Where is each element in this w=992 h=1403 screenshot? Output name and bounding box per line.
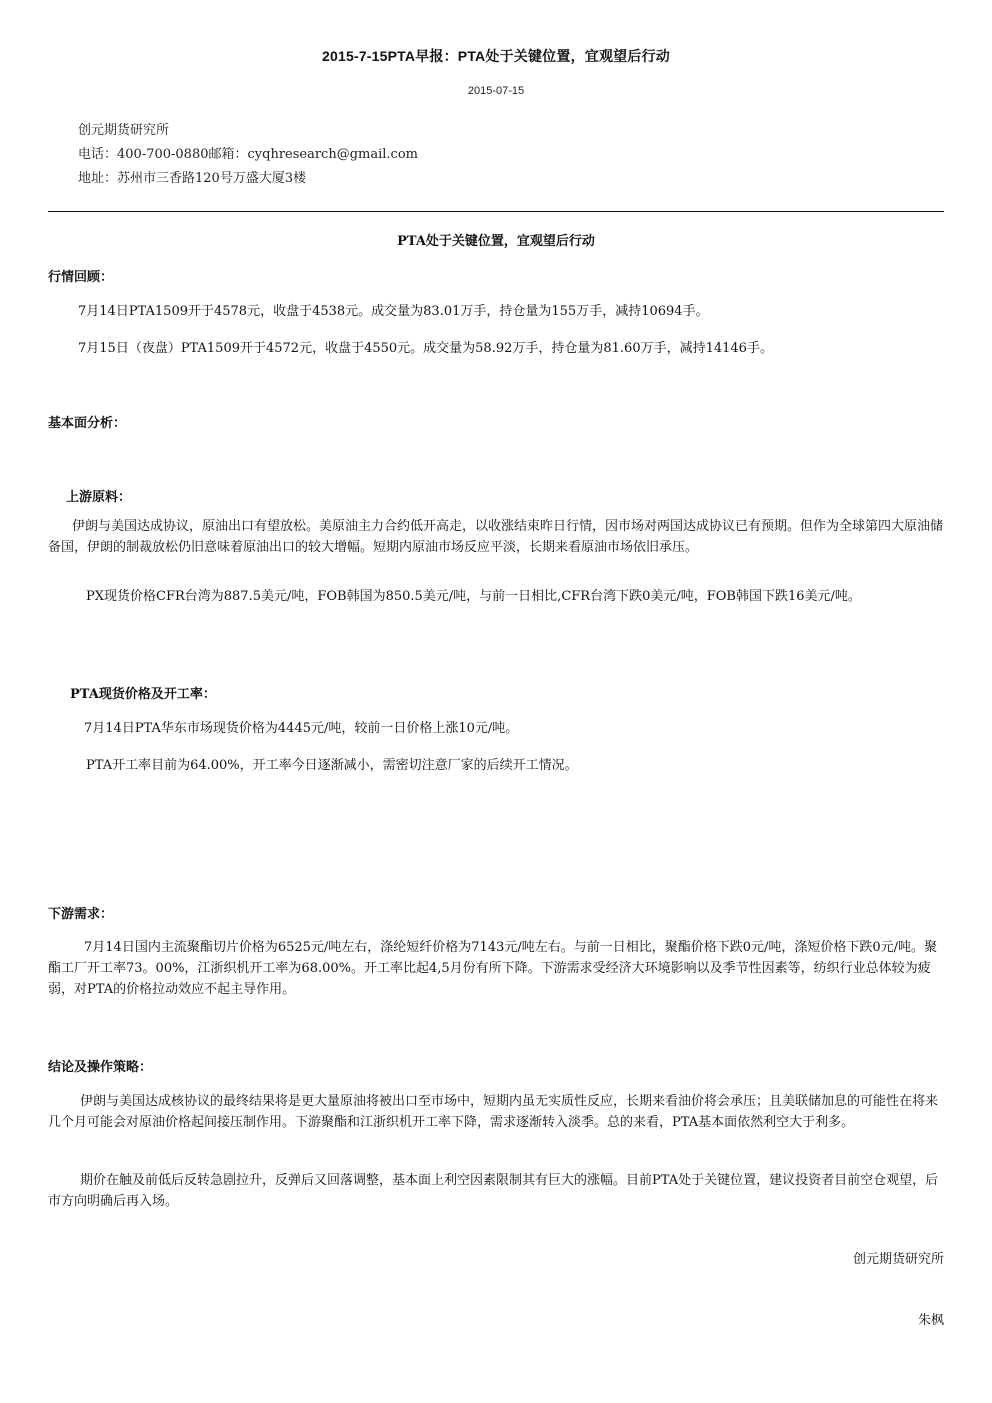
conclusion-paragraph-2: 期价在触及前低后反转急剧拉升，反弹后又回落调整，基本面上利空因素限制其有巨大的涨幅。目前PTA处于关键位置，建议投资者目前空仓观望，后市方向明确后再入场。 bbox=[48, 1173, 939, 1209]
pta-spot-paragraph-2: PTA开工率目前为64.00%，开工率今日逐渐减小，需密切注意厂家的后续开工情况。 bbox=[86, 758, 578, 773]
market-review-heading: 行情回顾： bbox=[48, 270, 114, 285]
document-title: 2015-7-15PTA早报：PTA处于关键位置，宜观望后行动 bbox=[322, 48, 670, 64]
conclusion-paragraph-1: 伊朗与美国达成核协议的最终结果将是更大量原油将被出口至市场中，短期内虽无实质性反应，长期来看油价将会承压；且美联储加息的可能性在将来几个月可能会对原油价格起间接压制作用。下游聚酯和江浙织机开工率下降，需求逐渐转入淡季。总的来看，PTA基本面依然利空大于利多。 bbox=[48, 1094, 939, 1130]
document-date: 2015-07-15 bbox=[467, 85, 525, 97]
pta-spot-paragraph-1: 7月14日PTA华东市场现货价格为4445元/吨，较前一日价格上涨10元/吨。 bbox=[84, 721, 519, 736]
downstream-paragraph-1: 7月14日国内主流聚酯切片价格为6525元/吨左右，涤纶短纤价格为7143元/吨左右。与前一日相比，聚酯价格下跌0元/吨，涤短价格下跌0元/吨。聚酯工厂开工率73。00%，江浙织机开工率为68.00%。开工率比起4,5月份有所下降。下游需求受经济大环境影响以及季节性因素等，纺织行业总体较为疲弱，对PTA的价格拉动效应不起主导作用。 bbox=[48, 940, 938, 997]
org-address: 地址：苏州市三香路120号万盛大厦3楼 bbox=[78, 171, 307, 186]
org-contact: 电话：400-700-0880邮箱：cyqhresearch@gmail.com bbox=[78, 147, 418, 162]
conclusion-heading: 结论及操作策略： bbox=[48, 1060, 153, 1075]
upstream-paragraph-1: 伊朗与美国达成协议，原油出口有望放松。美原油主力合约低开高走，以收涨结束昨日行情，因市场对两国达成协议已有预期。但作为全球第四大原油储备国，伊朗的制裁放松仍旧意味着原油出口的较大增幅。短期内原油市场反应平淡，长期来看原油市场依旧承压。 bbox=[48, 519, 944, 555]
header-divider bbox=[48, 211, 944, 212]
footer-author: 朱枫 bbox=[917, 1313, 944, 1328]
market-review-paragraph-2: 7月15日（夜盘）PTA1509开于4572元，收盘于4550元。成交量为58.92万手，持仓量为81.60万手，减持14146手。 bbox=[78, 341, 773, 356]
upstream-heading: 上游原料： bbox=[66, 490, 132, 505]
org-name: 创元期货研究所 bbox=[78, 123, 170, 138]
fundamentals-heading: 基本面分析： bbox=[48, 416, 127, 431]
pta-spot-heading: PTA现货价格及开工率： bbox=[70, 687, 216, 702]
market-review-paragraph-1: 7月14日PTA1509开于4578元，收盘于4538元。成交量为83.01万手，持仓量为155万手，减持10694手。 bbox=[78, 304, 709, 319]
article-subtitle: PTA处于关键位置，宜观望后行动 bbox=[397, 234, 595, 249]
downstream-heading: 下游需求： bbox=[48, 907, 114, 922]
footer-org: 创元期货研究所 bbox=[852, 1252, 944, 1267]
upstream-paragraph-2: PX现货价格CFR台湾为887.5美元/吨，FOB韩国为850.5美元/吨，与前一日相比,CFR台湾下跌0美元/吨，FOB韩国下跌16美元/吨。 bbox=[86, 589, 861, 604]
